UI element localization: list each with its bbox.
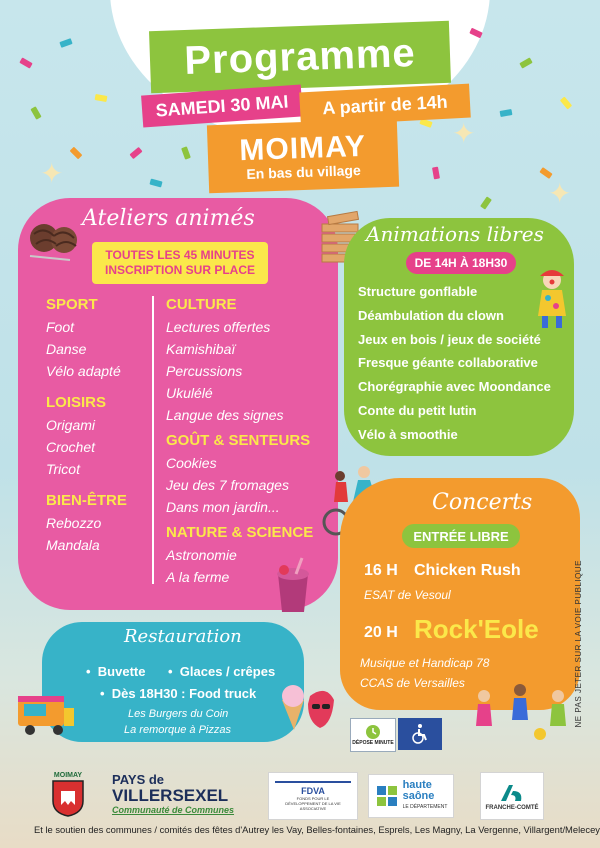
haute-saone-sub: LE DÉPARTEMENT: [402, 803, 448, 810]
haute-saone-mark-icon: [375, 784, 399, 808]
activity-item: Cookies: [166, 455, 217, 471]
category-heading: SPORT: [46, 296, 98, 313]
animations-hours-badge: [406, 252, 516, 274]
notice-line: TOUTES LES 45 MINUTES: [105, 248, 255, 262]
ice-cream-icon: [276, 676, 338, 732]
confetti: [129, 147, 142, 159]
activity-item: Crochet: [46, 439, 96, 455]
place-banner: [207, 119, 399, 194]
concert-sub: Musique et Handicap 78: [360, 656, 490, 670]
food-item: • Glaces / crêpes: [168, 664, 276, 679]
list-item: Jeux en bois / jeux de société: [358, 331, 541, 347]
fdva-logo-text: FDVA: [301, 786, 325, 796]
animations-hours: DE 14H À 18H30: [414, 256, 508, 270]
haute-saone-text: haute: [402, 778, 432, 791]
confetti: [59, 38, 72, 48]
confetti: [480, 196, 492, 209]
concerts-entry: ENTRÉE LIBRE: [413, 528, 509, 544]
confetti: [500, 109, 513, 117]
concerts-title: Concerts: [432, 490, 533, 515]
confetti: [149, 179, 162, 188]
event-time: A partir de 14h: [321, 91, 449, 118]
pays-villersexel-logo: [112, 770, 264, 818]
list-item: Fresque géante collaborative: [358, 355, 538, 371]
food-truck-icon: [14, 690, 78, 738]
list-item: Déambulation du clown: [358, 307, 504, 323]
activity-item: Origami: [46, 417, 96, 433]
smoothie-icon: [270, 556, 316, 616]
event-place-sub: En bas du village: [246, 161, 361, 182]
activity-item: Vélo adapté: [46, 363, 121, 379]
fdva-stripe: [275, 781, 351, 783]
credit-agricole-mark-icon: [497, 781, 527, 805]
yarn-icon: [26, 216, 82, 264]
event-place: MOIMAY: [238, 129, 367, 168]
coat-of-arms-icon: [51, 779, 85, 817]
concert-sub: CCAS de Versailles: [360, 676, 465, 690]
confetti: [70, 147, 83, 160]
category-heading: NATURE & SCIENCE: [166, 524, 314, 541]
haute-saone-logo: [368, 774, 454, 818]
children-playing-icon: [470, 682, 580, 746]
category-heading: CULTURE: [166, 296, 237, 313]
moimay-logo: [44, 768, 92, 820]
animations-list: [358, 280, 551, 447]
category-heading: GOÛT & SENTEURS: [166, 432, 311, 449]
animations-title: Animations libres: [366, 222, 544, 246]
moimay-logo-text: MOIMAY: [53, 771, 83, 779]
pays-logo-text: PAYS de: [112, 771, 165, 787]
ateliers-right-column: [166, 294, 313, 588]
fdva-logo-sub: FONDS POUR LE DÉVELOPPEMENT DE LA VIE ASSOCIATIVE: [285, 796, 341, 811]
concert-name: Rock'Eole: [414, 614, 539, 644]
fdva-logo: [268, 772, 358, 820]
confetti: [19, 57, 32, 68]
credit-agricole-sub: FRANCHE-COMTÉ: [485, 805, 539, 811]
food-sub: La remorque à Pizzas: [124, 724, 231, 736]
notice-line: INSCRIPTION SUR PLACE: [104, 263, 255, 277]
footer-support-text: Et le soutien des communes / comités des fêtes d'Autrey les Vay, Belles-fontaines, Esprels, Les Magny, La Vergenne, Villargent/Melecey: [34, 824, 600, 835]
activity-item: Ukulélé: [166, 385, 213, 401]
list-item: Structure gonflable: [358, 284, 478, 299]
column-divider: [152, 296, 154, 584]
title-banner: [149, 21, 451, 93]
food-item: • Buvette: [86, 664, 146, 679]
activity-item: A la ferme: [166, 569, 230, 585]
ateliers-left-column: [46, 294, 127, 556]
concerts-entry-badge: [402, 524, 520, 548]
concert-time: 20 H: [364, 624, 398, 641]
credit-agricole-logo: [480, 772, 544, 820]
concert-name: Chicken Rush: [414, 562, 521, 579]
confetti: [95, 94, 108, 102]
concert-sub: ESAT de Vesoul: [364, 588, 451, 602]
confetti: [30, 106, 41, 119]
ateliers-notice: [92, 242, 268, 284]
food-sub: Les Burgers du Coin: [128, 708, 229, 720]
activity-item: Rebozzo: [46, 515, 102, 531]
category-heading: BIEN-ÊTRE: [46, 492, 127, 509]
confetti: [181, 146, 191, 159]
activity-item: Foot: [46, 319, 75, 335]
food-item: • Dès 18H30 : Food truck: [100, 686, 257, 701]
activity-item: Langue des signes: [166, 407, 284, 423]
sparkle-icon: ✦: [452, 117, 476, 150]
depose-minute-label: DÉPOSE MINUTE: [352, 740, 394, 746]
clock-icon: [364, 724, 382, 740]
sparkle-icon: ✦: [40, 157, 64, 190]
accessibility-badge: [398, 718, 442, 750]
activity-item: Percussions: [166, 363, 243, 379]
concert-time: 16 H: [364, 562, 398, 579]
category-heading: LOISIRS: [46, 394, 107, 411]
list-item: Vélo à smoothie: [358, 426, 458, 442]
haute-saone-text: saône: [402, 789, 435, 802]
confetti: [560, 96, 572, 109]
list-item: Conte du petit lutin: [358, 402, 477, 418]
activity-item: Tricot: [46, 461, 80, 477]
wheelchair-icon: [409, 723, 431, 745]
activity-item: Lectures offertes: [166, 319, 271, 335]
list-item: Chorégraphie avec Moondance: [358, 379, 551, 395]
ateliers-title: Ateliers animés: [82, 206, 255, 231]
activity-item: Kamishibaï: [166, 341, 236, 357]
confetti: [432, 167, 440, 180]
depose-minute-badge: [350, 718, 396, 752]
side-note: NE PAS JETER SUR LA VOIE PUBLIQUE: [574, 560, 583, 728]
page-title: Programme: [183, 30, 417, 83]
sparkle-icon: ✦: [548, 177, 572, 210]
activity-item: Danse: [46, 341, 87, 357]
pays-logo-text: VILLERSEXEL: [112, 785, 229, 805]
event-date: SAMEDI 30 MAI: [154, 90, 290, 121]
activity-item: Jeu des 7 fromages: [166, 477, 289, 493]
restauration-title: Restauration: [124, 626, 242, 647]
pays-logo-text: Communauté de Communes: [112, 804, 235, 815]
activity-item: Mandala: [46, 537, 100, 553]
clown-icon: [532, 268, 572, 332]
confetti: [519, 57, 532, 68]
activity-item: Dans mon jardin...: [166, 499, 280, 515]
activity-item: Astronomie: [166, 547, 237, 563]
